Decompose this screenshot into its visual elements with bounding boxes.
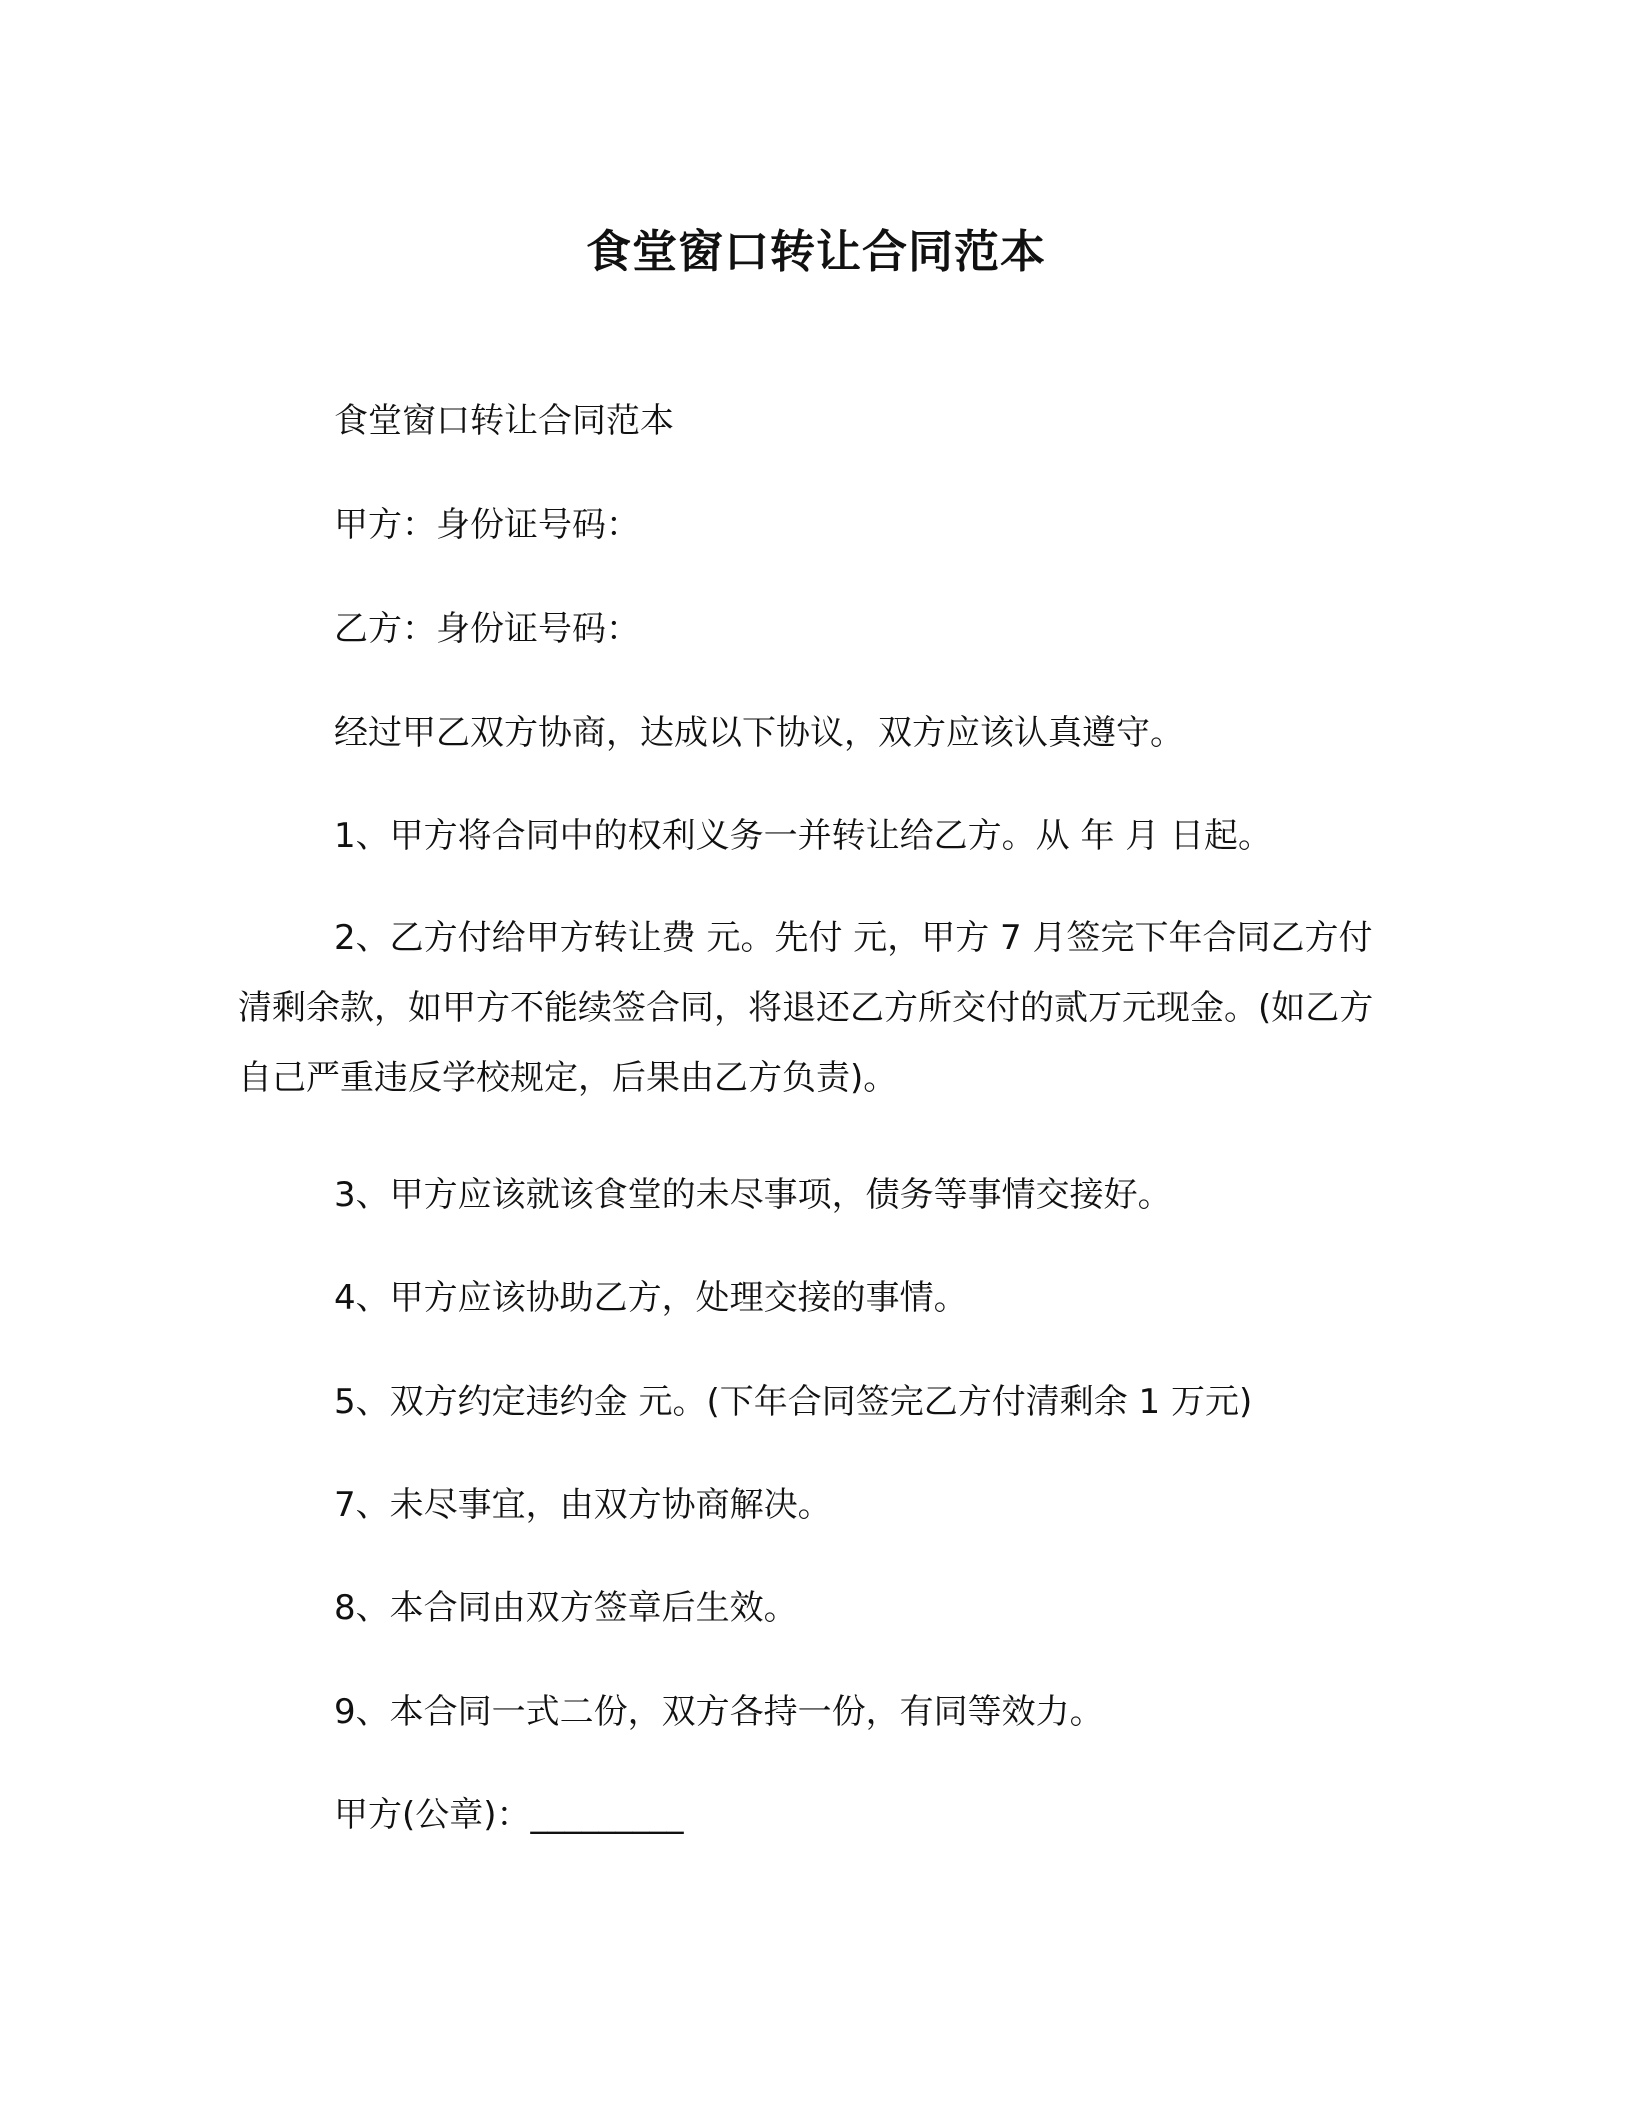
clause-8: 8、本合同由双方签章后生效。	[334, 1588, 798, 1628]
document-subtitle: 食堂窗口转让合同范本	[334, 401, 674, 441]
clause-2: 2、乙方付给甲方转让费 元。先付 元，甲方 7 月签完下年合同乙方付清剩余款，如甲方不能续签合同，将退还乙方所交付的贰万元现金。(如乙方自己严重违反学校规定，后果由乙方负责)。	[238, 918, 1374, 1098]
clause-7: 7、未尽事宜，由双方协商解决。	[334, 1485, 832, 1525]
clause-3: 3、甲方应该就该食堂的未尽事项，债务等事情交接好。	[334, 1175, 1172, 1215]
signature-line: 甲方(公章)：_________	[334, 1795, 684, 1835]
clause-1: 1、甲方将合同中的权利义务一并转让给乙方。从 年 月 日起。	[334, 816, 1273, 856]
clause-9: 9、本合同一式二份，双方各持一份，有同等效力。	[334, 1692, 1104, 1732]
document-title: 食堂窗口转让合同范本	[585, 225, 1046, 278]
clause-4: 4、甲方应该协助乙方，处理交接的事情。	[334, 1278, 968, 1318]
clause-5: 5、双方约定违约金 元。(下年合同签完乙方付清剩余 1 万元)	[334, 1382, 1253, 1422]
party-b-line: 乙方：身份证号码：	[334, 609, 640, 649]
party-a-line: 甲方：身份证号码：	[334, 505, 640, 545]
intro-paragraph: 经过甲乙双方协商，达成以下协议，双方应该认真遵守。	[334, 713, 1184, 753]
